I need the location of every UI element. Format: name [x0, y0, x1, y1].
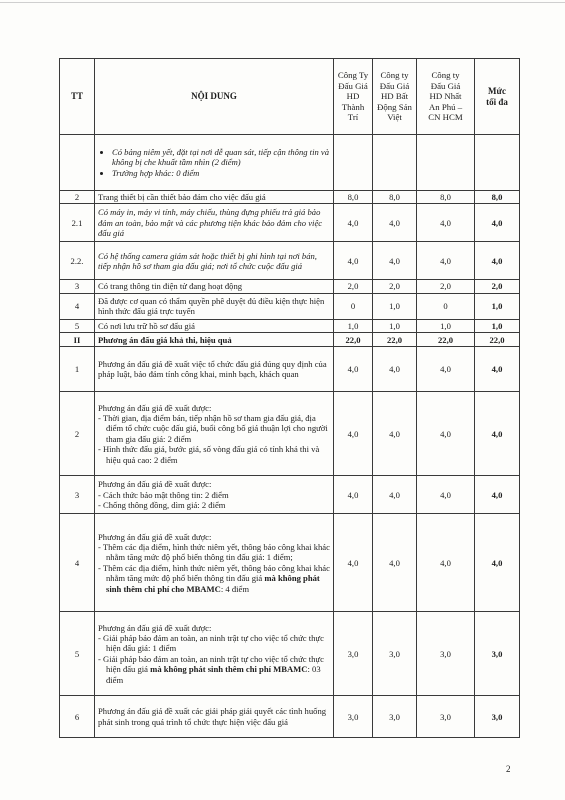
bullet-list — [98, 147, 330, 178]
list-item: • Trường hợp khác: 0 điểm — [112, 168, 330, 178]
scan-edge — [0, 2, 565, 3]
table-row: 3 Có trang thông tin điện tử đang hoạt động 2,0 2,0 2,0 2,0 — [60, 280, 520, 293]
list-item: • Có bảng niêm yết, đặt tại nơi dễ quan sát, tiếp cận thông tin và không bị che khuất tầm nhìn (2 điểm) — [112, 147, 330, 168]
table-row: 2.2. Có hệ thống camera giám sát hoặc thiết bị ghi hình tại nơi bán, tiếp nhận hồ sơ tham gia đấu giá; nơi tổ chức cuộc đấu giá 4,0 4,0 4,0 4,0 — [60, 242, 520, 280]
company-3-header: Công ty Đấu Giá HD Nhất An Phú – CN HCM — [417, 59, 475, 135]
table-row: 4 Đã được cơ quan có thẩm quyền phê duyệt đủ điều kiện thực hiện hình thức đấu giá trực tuyến 0 1,0 0 1,0 — [60, 293, 520, 319]
section-row: II Phương án đấu giá khả thi, hiệu quả 22,0 22,0 22,0 22,0 — [60, 333, 520, 347]
scoring-table — [59, 58, 520, 738]
content-header: NỘI DUNG — [95, 59, 334, 135]
page-number: 2 — [506, 764, 511, 774]
table-row: 5 Phương án đấu giá đề xuất được: - Giải pháp bảo đảm an toàn, an ninh trật tự cho việc tổ chức thực hiện đấu giá: 1 điểm - Giải pháp bảo đảm an toàn, an ninh trật tự cho việc tổ chức thực hiện đấu giá mà không phát sinh thêm chi phí MBAMC: 03 điểm 3,0 3,0 3,0 3,0 — [60, 612, 520, 696]
table-row: 4 Phương án đấu giá đề xuất được: - Thêm các địa điểm, hình thức niêm yết, thông báo công khai khác nhằm tăng mức độ phổ biến thông tin đấu giá: 1 điểm; - Thêm các địa điểm, hình thức niêm yết, thông báo công khai khác nhằm tăng mức độ phổ biến thông tin đấu giá mà không phát sinh thêm chi phí cho MBAMC: 4 điểm 4,0 4,0 4,0 4,0 — [60, 514, 520, 612]
header-row — [60, 59, 520, 135]
table-row: 3 Phương án đấu giá đề xuất được: - Cách thức bảo mật thông tin: 2 điểm - Chống thông đồng, dìm giá: 2 điểm 4,0 4,0 4,0 4,0 — [60, 476, 520, 514]
max-header: Mức tối đa — [475, 59, 520, 135]
table-row: 5 Có nơi lưu trữ hồ sơ đấu giá 1,0 1,0 1,0 1,0 — [60, 319, 520, 332]
company-2-header: Công ty Đấu Giá HD Bất Động Sản Việt — [373, 59, 417, 135]
company-1-header: Công Ty Đấu Giá HD Thành Trí — [334, 59, 373, 135]
table-row — [60, 135, 520, 191]
table-row: 1 Phương án đấu giá đề xuất việc tổ chức đấu giá đúng quy định của pháp luật, bảo đảm tính công khai, minh bạch, khách quan 4,0 4,0 4,0 4,0 — [60, 347, 520, 392]
table-row: 2.1 Có máy in, máy vi tính, máy chiếu, thùng đựng phiếu trả giá bảo đảm an toàn, bảo mật và các phương tiện khác bảo đảm cho việc đấu giá 4,0 4,0 4,0 4,0 — [60, 204, 520, 242]
table-row: 2 Phương án đấu giá đề xuất được: - Thời gian, địa điểm bán, tiếp nhận hồ sơ tham gia đấu giá, địa điểm tổ chức cuộc đấu giá, buổi công bố giá thuận lợi cho người tham gia đấu giá: 2 điểm - Hình thức đấu giá, bước giá, số vòng đấu giá có tính khả thi và hiệu quả cao: 2 điểm 4,0 4,0 4,0 4,0 — [60, 392, 520, 476]
tt-header: TT — [60, 59, 95, 135]
table-row: 2 Trang thiết bị cần thiết bảo đảm cho việc đấu giá 8,0 8,0 8,0 8,0 — [60, 191, 520, 204]
table-row: 6 Phương án đấu giá đề xuất các giải pháp giải quyết các tình huống phát sinh trong quá trình tổ chức thực hiện việc đấu giá 3,0 3,0 3,0 3,0 — [60, 696, 520, 738]
